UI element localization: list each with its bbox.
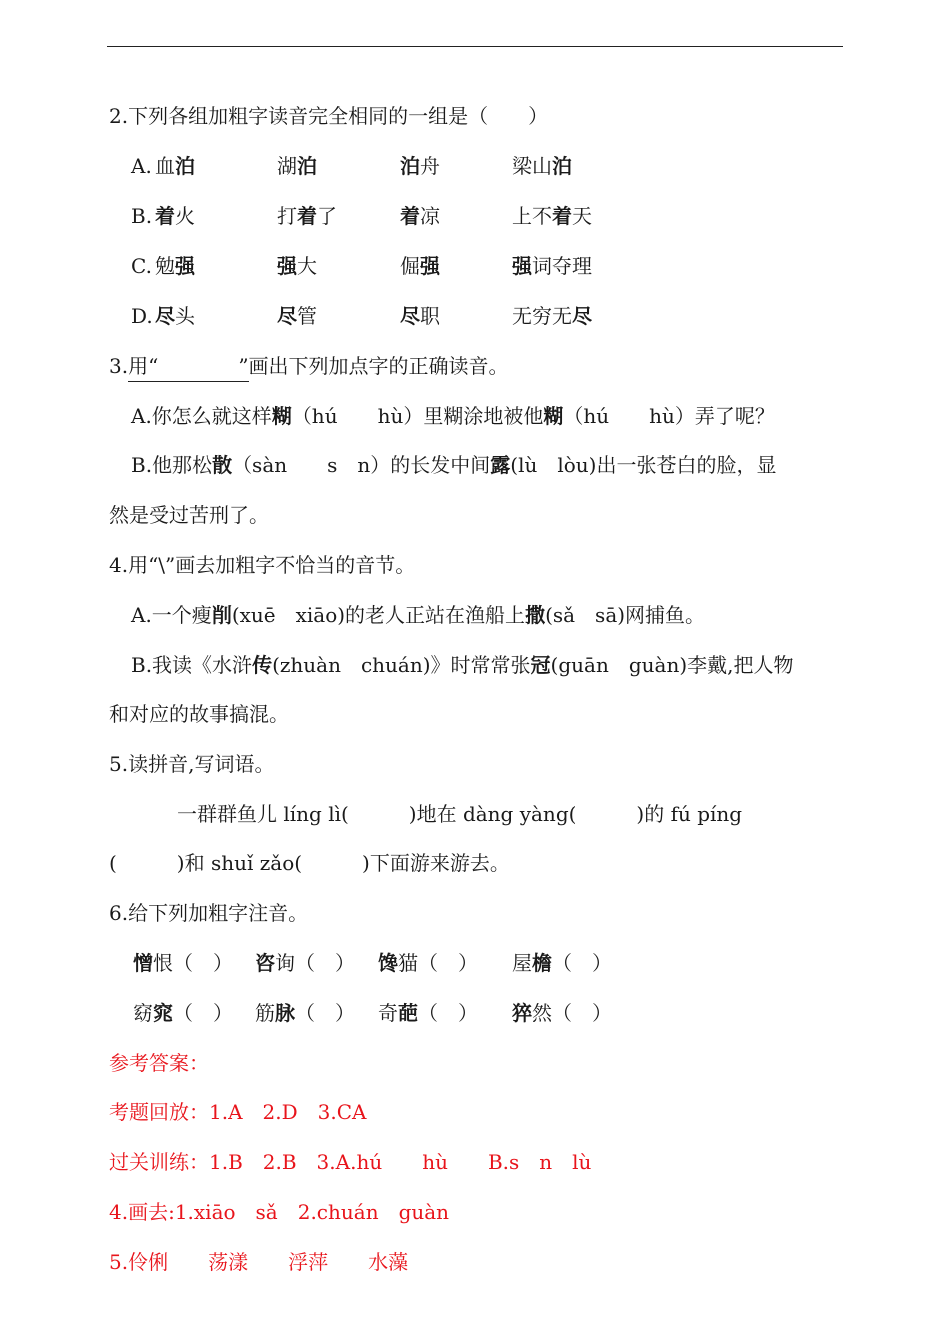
text-segment: 上不 (512, 204, 552, 228)
text-segment: 管 (297, 304, 317, 328)
option-label: C. (131, 254, 152, 278)
q6-word (512, 999, 612, 1027)
text-segment: 词夺理 (532, 254, 592, 278)
bold-char: 着 (297, 204, 317, 228)
q3-stem (109, 352, 509, 382)
bold-char: 猝 (512, 1001, 532, 1025)
q6-word (378, 999, 478, 1027)
text-segment: 了 (317, 204, 337, 228)
text-segment: （hú hù）弄了呢？ (563, 404, 775, 428)
text-segment: 梁山 (512, 154, 552, 178)
text-segment: 筋 (255, 1001, 275, 1025)
bold-char: 露 (490, 453, 511, 477)
bold-char: 削 (211, 603, 232, 627)
text-segment: (lù lòu)出一张苍白的脸，显 (510, 453, 777, 477)
q2-word (400, 202, 440, 230)
bold-char: 泊 (552, 154, 572, 178)
answers-title: 参考答案： (109, 1051, 209, 1075)
q6-word (512, 949, 612, 977)
text-segment: （ ） (552, 951, 612, 975)
q3-item-b (131, 451, 776, 479)
q6-word (378, 949, 478, 977)
text-segment: 倔 (400, 254, 420, 278)
q6-word (133, 999, 233, 1027)
text-segment: 屋 (512, 951, 532, 975)
text-segment: 窈 (133, 1001, 153, 1025)
bold-char: 尽 (400, 304, 420, 328)
bold-char: 泊 (400, 154, 420, 178)
bold-char: 强 (175, 254, 195, 278)
q6-word (133, 949, 233, 977)
q2-word (512, 302, 592, 330)
header-rule (107, 46, 843, 47)
bold-char: 尽 (277, 304, 297, 328)
text-segment: 职 (420, 304, 440, 328)
q2-word (400, 152, 440, 180)
text-segment: 无穷无 (512, 304, 572, 328)
text-segment: A.你怎么就这样 (131, 404, 272, 428)
q2-stem: 2.下列各组加粗字读音完全相同的一组是（ ） (109, 104, 549, 128)
bold-char: 着 (400, 204, 420, 228)
underline-sample: 用“ ” (128, 352, 248, 382)
text-segment: 大 (297, 254, 317, 278)
text-segment: 天 (572, 204, 592, 228)
q4-item-b-continued: 和对应的故事搞混。 (109, 702, 289, 726)
bold-char: 窕 (153, 1001, 173, 1025)
q2-word (277, 202, 337, 230)
bold-char: 檐 (532, 951, 552, 975)
answers-q4: 4.画去:1.xiāo sǎ 2.chuán guàn (109, 1200, 450, 1224)
text-segment: 询（ ） (275, 951, 355, 975)
q2-word (155, 152, 195, 180)
text-segment: 3. (109, 354, 129, 378)
text-segment: 然（ ） (532, 1001, 612, 1025)
bold-char: 撒 (525, 603, 546, 627)
text-segment: 奇 (378, 1001, 398, 1025)
bold-char: 泊 (297, 154, 317, 178)
text-segment: （ ） (295, 1001, 355, 1025)
text-segment: （ ） (173, 1001, 233, 1025)
q2-word (400, 252, 440, 280)
bold-char: 尽 (155, 304, 175, 328)
text-segment: (zhuàn chuán)》时常常张 (272, 653, 531, 677)
text-segment: 火 (175, 204, 195, 228)
bold-char: 咨 (255, 951, 275, 975)
bold-char: 强 (277, 254, 297, 278)
bold-char: 糊 (543, 404, 564, 428)
q6-word (255, 949, 355, 977)
q2-word (512, 252, 592, 280)
q2-word (512, 202, 592, 230)
q5-stem: 5.读拼音,写词语。 (109, 752, 275, 776)
bold-char: 泊 (175, 154, 195, 178)
text-segment: 舟 (420, 154, 440, 178)
text-segment: 湖 (277, 154, 297, 178)
bold-char: 脉 (275, 1001, 295, 1025)
bold-char: 着 (155, 204, 175, 228)
q4-stem: 4.用“\”画去加粗字不恰当的音节。 (109, 553, 416, 577)
answers-training: 过关训练：1.B 2.B 3.A.hú hù B.s n lù (109, 1150, 592, 1174)
text-segment: （sàn s n）的长发中间 (232, 453, 491, 477)
text-segment: A.一个瘦 (131, 603, 212, 627)
text-segment: B.我读《水浒 (131, 653, 253, 677)
bold-char: 着 (552, 204, 572, 228)
bold-char: 传 (252, 653, 273, 677)
q2-word (155, 252, 195, 280)
option-label: D. (131, 304, 153, 328)
q2-word (155, 302, 195, 330)
text-segment: （ ） (418, 1001, 478, 1025)
q3-item-a (131, 402, 775, 430)
bold-char: 尽 (572, 304, 592, 328)
text-segment: 勉 (155, 254, 175, 278)
bold-char: 葩 (398, 1001, 418, 1025)
text-segment: (guān guàn)李戴,把人物 (550, 653, 794, 677)
answers-q5: 5.伶俐 荡漾 浮萍 水藻 (109, 1250, 409, 1274)
bold-char: 糊 (271, 404, 292, 428)
text-segment: 头 (175, 304, 195, 328)
option-label: B. (131, 204, 153, 228)
q2-word (277, 252, 317, 280)
q2-word (277, 302, 317, 330)
text-segment: (sǎ sā)网捕鱼。 (545, 603, 706, 627)
bold-char: 憎 (133, 951, 153, 975)
text-segment: B.他那松 (131, 453, 213, 477)
q4-item-a (131, 601, 705, 629)
q5-line-2: ( )和 shuǐ zǎo( )下面游来游去。 (109, 851, 510, 875)
bold-char: 散 (212, 453, 233, 477)
text-segment: 恨（ ） (153, 951, 233, 975)
q3-item-b-continued: 然是受过苦刑了。 (109, 503, 269, 527)
bold-char: 强 (512, 254, 532, 278)
text-segment: 猫（ ） (398, 951, 478, 975)
q2-word (155, 202, 195, 230)
q5-line-1: 一群群鱼儿 líng lì( )地在 dàng yàng( )的 fú píng (177, 802, 743, 826)
q4-item-b (131, 651, 794, 679)
bold-char: 强 (420, 254, 440, 278)
q6-stem: 6.给下列加粗字注音。 (109, 901, 309, 925)
option-label: A. (131, 154, 152, 178)
q2-word (400, 302, 440, 330)
q2-word (512, 152, 572, 180)
text-segment: (xuē xiāo)的老人正站在渔船上 (231, 603, 526, 627)
bold-char: 馋 (378, 951, 398, 975)
bold-char: 冠 (530, 653, 551, 677)
answers-review: 考题回放：1.A 2.D 3.CA (109, 1100, 367, 1124)
text-segment: 打 (277, 204, 297, 228)
q2-word (277, 152, 317, 180)
text-segment: 画出下列加点字的正确读音。 (248, 354, 509, 378)
q6-word (255, 999, 355, 1027)
text-segment: 凉 (420, 204, 440, 228)
text-segment: （hú hù）里糊涂地被他 (291, 404, 544, 428)
text-segment: 血 (155, 154, 175, 178)
